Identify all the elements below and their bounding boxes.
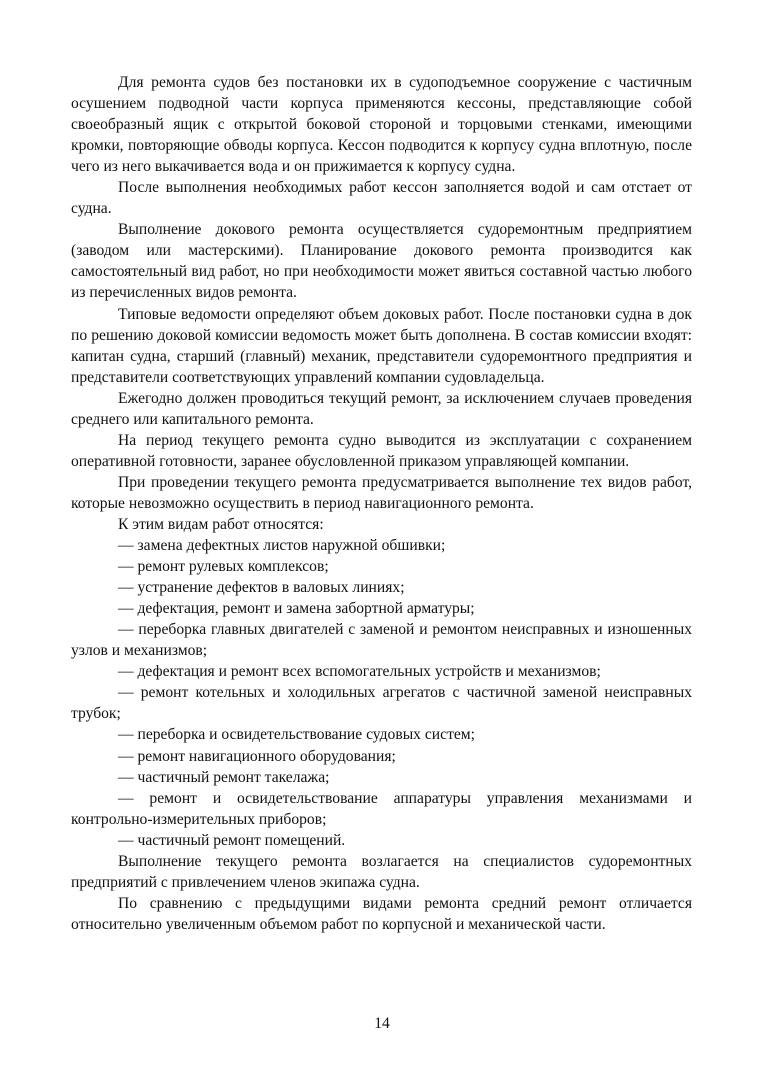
list-item: — ремонт навигационного оборудования; xyxy=(118,747,396,765)
list-item: — ремонт котельных и холодильных агрегатов с частичной заменой неисправных трубок; xyxy=(71,684,692,723)
paragraph: По сравнению с предыдущими видами ремонта средний ремонт отличается относительно увеличенным объемом работ по корпусной и механической части. xyxy=(71,894,692,933)
list-item: — дефектация, ремонт и замена забортной арматуры; xyxy=(118,600,475,618)
paragraph: Для ремонта судов без постановки их в судоподъемное сооружение с частичным осушением подводной части корпуса применяются кессоны, представляющие собой своеобразный ящик с открытой боковой стороной и торцовыми стенками, имеющими кромки, повторяющие обводы корпуса. Кессон подводится к корпусу судна вплотную, после чего из него выкачивается вода и он прижимается к корпусу судна. xyxy=(71,74,692,176)
list-item: — ремонт и освидетельствование аппаратуры управления механизмами и контрольно-измерительных приборов; xyxy=(71,789,692,828)
list-item: — устранение дефектов в валовых линиях; xyxy=(118,579,405,597)
list-intro: К этим видам работ относятся: xyxy=(118,515,324,533)
page-body xyxy=(71,72,692,935)
list-item: — частичный ремонт помещений. xyxy=(118,831,346,849)
list-item: — дефектация и ремонт всех вспомогательных устройств и механизмов; xyxy=(118,663,601,681)
list-item: — переборка и освидетельствование судовых систем; xyxy=(118,726,476,744)
list-item: — частичный ремонт такелажа; xyxy=(118,768,330,786)
list-item: — переборка главных двигателей с заменой и ремонтом неисправных и изношенных узлов и механизмов; xyxy=(71,621,692,660)
paragraph: После выполнения необходимых работ кессон заполняется водой и сам отстает от судна. xyxy=(71,179,692,218)
paragraph: Ежегодно должен проводиться текущий ремонт, за исключением случаев проведения среднего или капитального ремонта. xyxy=(71,389,692,428)
paragraph: Выполнение докового ремонта осуществляется судоремонтным предприятием (заводом или мастерскими). Планирование докового ремонта производится как самостоятельный вид работ, но при необходимости может явиться составной частью любого из перечисленных видов ремонта. xyxy=(71,221,692,302)
paragraph: Типовые ведомости определяют объем доковых работ. После постановки судна в док по решению доковой комиссии ведомость может быть дополнена. В состав комиссии входят: капитан судна, старший (главный) механик, представители судоремонтного предприятия и представители соответствующих управлений компании судовладельца. xyxy=(71,305,692,386)
paragraph: При проведении текущего ремонта предусматривается выполнение тех видов работ, которые невозможно осуществить в период навигационного ремонта. xyxy=(71,473,692,512)
paragraph: Выполнение текущего ремонта возлагается на специалистов судоремонтных предприятий с привлечением членов экипажа судна. xyxy=(71,852,692,891)
paragraph: На период текущего ремонта судно выводится из эксплуатации с сохранением оперативной готовности, заранее обусловленной приказом управляющей компании. xyxy=(71,431,692,470)
page-number: 14 xyxy=(374,1015,390,1032)
list-item: — замена дефектных листов наружной обшивки; xyxy=(118,537,446,555)
list-item: — ремонт рулевых комплексов; xyxy=(118,558,329,576)
